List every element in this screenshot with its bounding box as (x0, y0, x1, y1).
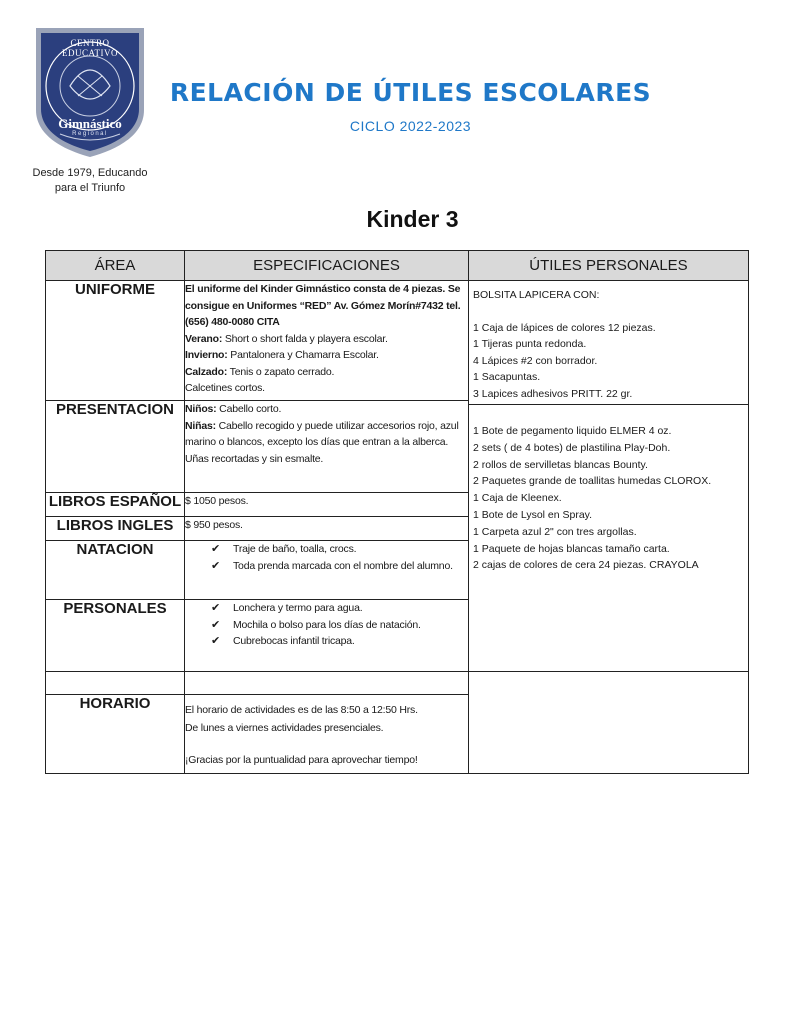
calzado-label: Calzado: (185, 365, 228, 378)
spacer (473, 304, 744, 320)
logo-top-text: CENTRO EDUCATIVO (62, 38, 118, 58)
empty-cell (469, 672, 749, 774)
header-area: ÁREA (46, 251, 185, 281)
utiles-personales-cell (469, 281, 749, 672)
row-empty (46, 672, 749, 695)
ninas-text: Cabello recogido y puede utilizar accesorios rojo, azul marino o blancos, excepto los días que entran a la alberca. (185, 419, 459, 448)
area-personales: PERSONALES (46, 600, 185, 672)
verano-label: Verano: (185, 332, 223, 345)
bolsita-item: 1 Caja de lápices de colores 12 piezas. (473, 321, 656, 334)
natacion-item: Traje de baño, toalla, crocs. (233, 543, 357, 555)
calzado-text: Tenis o zapato cerrado. (227, 365, 335, 378)
other-supplies (469, 405, 748, 578)
uniforme-calzado (185, 364, 468, 381)
invierno-label: Invierno: (185, 349, 228, 361)
spec-libros-espanol: $ 1050 pesos. (185, 493, 469, 517)
bolsita-item: 1 Sacapuntas. (473, 371, 541, 383)
spec-libros-ingles: $ 950 pesos. (185, 517, 469, 541)
area-libros-ingles: LIBROS INGLES (46, 517, 185, 541)
spec-uniforme (185, 281, 469, 401)
logo-sub: Regional (72, 131, 108, 137)
area-libros-espanol: LIBROS ESPAÑOL (46, 493, 185, 517)
spec-natacion (185, 541, 469, 600)
presentacion-unas: Uñas recortadas y sin esmalte. (185, 452, 324, 465)
supply-item: 2 sets ( de 4 botes) de plastilina Play-Doh. (473, 441, 671, 454)
area-uniforme: UNIFORME (46, 281, 185, 401)
page-title: RELACIÓN DE ÚTILES ESCOLARES (169, 78, 652, 107)
table-header-row (46, 251, 749, 281)
spec-personales (185, 600, 469, 672)
supply-item: 1 Bote de Lysol en Spray. (473, 508, 593, 521)
supply-item: 2 cajas de colores de cera 24 piezas. CRAYOLA (473, 559, 699, 572)
ninos-text: Cabello corto. (216, 403, 282, 415)
bolsita-lapicera (469, 281, 748, 405)
list-item (211, 558, 468, 575)
school-motto (20, 166, 160, 196)
ninas-label: Niñas: (185, 419, 216, 432)
uniforme-invierno (185, 347, 468, 364)
personales-item: Mochila o bolso para los días de natación. (233, 618, 421, 631)
motto-line-1: Desde 1979, Educando (32, 167, 148, 179)
area-presentacion: PRESENTACION (46, 401, 185, 493)
header-spec: ESPECIFICACIONES (185, 251, 469, 281)
horario-line-1: El horario de actividades es de las 8:50 a 12:50 Hrs. (185, 704, 418, 716)
list-item (211, 617, 468, 634)
supply-item: 2 rollos de servilletas blancas Bounty. (473, 458, 648, 471)
list-item (211, 541, 468, 558)
list-item (211, 633, 468, 650)
school-cycle: CICLO 2022-2023 (349, 118, 472, 134)
uniforme-calcetines: Calcetines cortos. (185, 382, 265, 394)
checkmark-icon: ✔ (211, 618, 221, 631)
verano-text: Short o short falda y playera escolar. (222, 332, 388, 345)
bolsita-item: 3 Lapices adhesivos PRITT. 22 gr. (473, 387, 633, 400)
personales-list (185, 600, 468, 650)
uniforme-verano (185, 331, 468, 348)
natacion-list (185, 541, 468, 574)
bolsita-item: 1 Tijeras punta redonda. (473, 338, 587, 350)
horario-line-2: De lunes a viernes actividades presenciales. (185, 722, 384, 734)
natacion-item: Toda prenda marcada con el nombre del alumno. (233, 559, 453, 572)
bolsita-title: BOLSITA LAPICERA CON: (473, 289, 600, 301)
logo-name: Gimnástico (58, 116, 122, 131)
supply-item: 1 Carpeta azul 2" con tres argollas. (473, 525, 637, 538)
supply-item: 2 Paquetes grande de toallitas humedas CLOROX. (473, 475, 712, 488)
checkmark-icon: ✔ (211, 543, 221, 555)
area-horario: HORARIO (46, 695, 185, 774)
presentacion-ninas (185, 418, 468, 451)
invierno-text: Pantalonera y Chamarra Escolar. (227, 349, 379, 361)
spec-horario (185, 695, 469, 774)
bolsita-item: 4 Lápices #2 con borrador. (473, 354, 598, 367)
motto-line-2: para el Triunfo (54, 182, 126, 194)
checkmark-icon: ✔ (211, 602, 221, 614)
uniforme-intro: El uniforme del Kinder Gimnástico consta de 4 piezas. Se consigue en Uniformes “RED” Av. Gómez Morín#7432 tel. (656) 480-0080 CITA (185, 283, 461, 328)
empty-cell (185, 672, 469, 695)
spacer (185, 737, 468, 751)
supply-item: 1 Caja de Kleenex. (473, 492, 562, 505)
ninos-label: Niños: (185, 403, 217, 415)
supply-item: 1 Paquete de hojas blancas tamaño carta. (473, 542, 670, 555)
personales-item: Lonchera y termo para agua. (233, 602, 363, 614)
empty-cell (46, 672, 185, 695)
checkmark-icon: ✔ (211, 635, 221, 647)
grade-heading: Kinder 3 (366, 206, 459, 232)
horario-line-3: ¡Gracias por la puntualidad para aprovechar tiempo! (185, 754, 418, 766)
header-personal: ÚTILES PERSONALES (469, 251, 749, 281)
spec-presentacion (185, 401, 469, 493)
personales-item: Cubrebocas infantil tricapa. (233, 635, 355, 647)
list-item (211, 600, 468, 617)
supply-item: 1 Bote de pegamento liquido ELMER 4 oz. (473, 425, 672, 437)
row-uniforme (46, 281, 749, 401)
area-natacion: NATACION (46, 541, 185, 600)
supplies-table (45, 250, 749, 774)
checkmark-icon: ✔ (211, 559, 221, 572)
presentacion-ninos (185, 401, 468, 418)
